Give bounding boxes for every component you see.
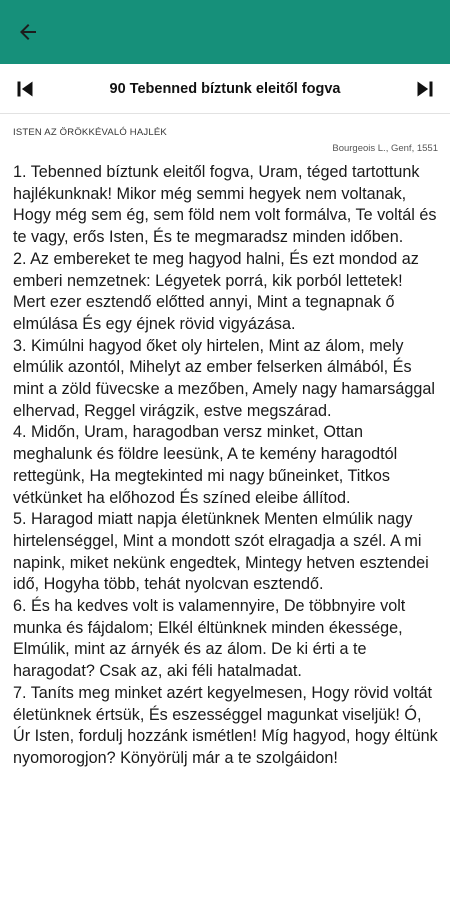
hymn-source: Bourgeois L., Genf, 1551 — [332, 143, 438, 154]
verse-5: 5. Haragod miatt napja életünknek Menten elmúlik nagy hirtelenséggel, Mint a mondott szót elragadja a szél. A mi napink, miket nekünk engedtek, Mintegy hetven esztendei idő, Hogyha több, tehát nyolcvan esztendő. — [13, 510, 429, 594]
verse-list — [13, 162, 438, 770]
hymn-navigation-bar — [0, 64, 450, 114]
back-arrow-icon — [16, 20, 40, 44]
verse-3: 3. Kimúlni hagyod őket oly hirtelen, Mint az álom, mely elmúlik azontól, Mihelyt az ember felserken álmából, És mint a zöld füvecske a mezőben, Amely nagy hamarsággal elhervad, Reggel virágzik, estve megszárad. — [13, 336, 435, 420]
verse-4: 4. Midőn, Uram, haragodban versz minket, Ottan meghalunk és földre leesünk, A te kemény haragodtól rettegünk, Ha megtekinted mi nagy bűneinket, Titkos vétkünket ha előhozod És színed eleibe állítod. — [13, 423, 398, 507]
verse-6: 6. És ha kedves volt is valamennyire, De többnyire volt munka és fájdalom; Elkél éltünknek minden ékessége, Elmúlik, mint az árnyék és az álom. De ki érti a te haragodat? Csak az, aki féli hatalmadat. — [13, 597, 406, 681]
previous-hymn-button[interactable] — [0, 64, 50, 114]
verse-7: 7. Taníts meg minket azért kegyelmesen, Hogy rövid voltát életünknek értsük, És eszességgel magunkat viseljük! Ó, Úr Isten, fordulj hozzánk ismétlen! Míg hagyod, hogy éltünk nyomorogjon? Könyörülj már a te szolgáidon! — [13, 683, 438, 767]
verse-2: 2. Az embereket te meg hagyod halni, És ezt mondod az emberi nemzetnek: Légyetek porrá, kik porból lettetek! Mert ezer esztendő előtted annyi, Mint a tegnapnak ő elmúlása És egy éjnek rövid vigyázása. — [13, 249, 419, 333]
hymn-subtitle: ISTEN AZ ÖRÖKKÉVALÓ HAJLÉK — [13, 127, 167, 138]
verse-1: 1. Tebenned bíztunk eleitől fogva, Uram, téged tartottunk hajlékunknak! Mikor még semmi hegyek nem voltanak, Hogy még sem ég, sem föld nem volt formálva, Te voltál és te vagy, erős Isten, És te megmaradsz minden időben. — [13, 163, 437, 247]
skip-previous-icon — [10, 74, 40, 104]
skip-next-icon — [410, 74, 440, 104]
hymn-content[interactable] — [0, 114, 450, 900]
hymn-title: 90 Tebenned bíztunk eleitől fogva — [109, 80, 341, 97]
back-button[interactable] — [0, 0, 56, 64]
next-hymn-button[interactable] — [400, 64, 450, 114]
app-bar — [0, 0, 450, 64]
